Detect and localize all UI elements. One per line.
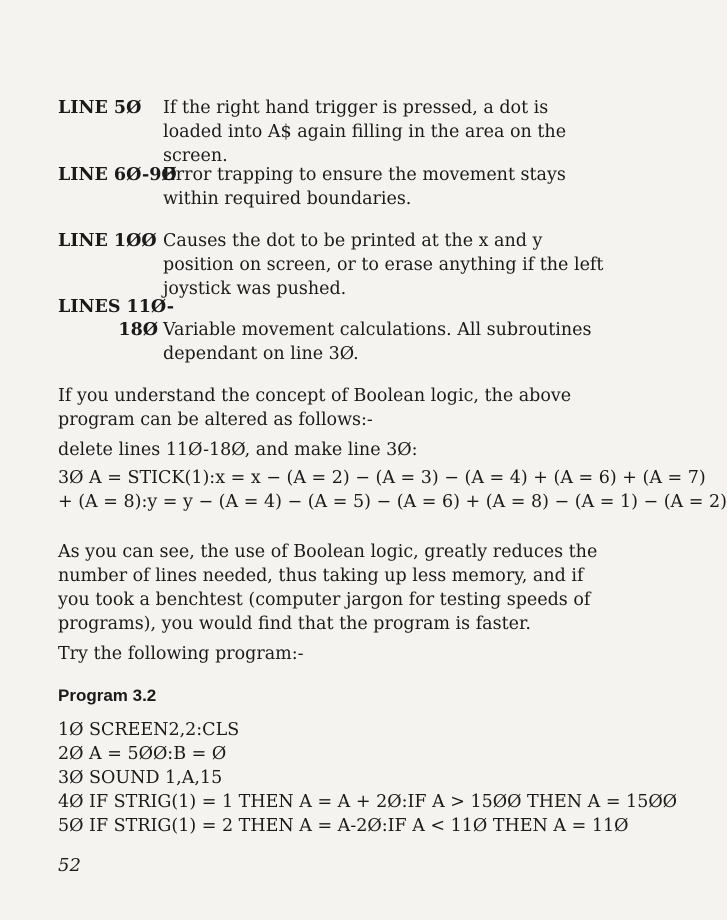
definition-term: LINE 1ØØ [58,231,157,251]
program-heading: Program 3.2 [58,686,157,705]
definition-desc: Causes the dot to be printed at the x and y position on screen, or to erase anything if the left joystick was pushed. [163,231,604,299]
program-line: 2Ø A = 5ØØ:B = Ø [58,744,227,764]
definition-term: LINES 11Ø- [58,297,175,317]
definition-lines-110-180-desc [58,318,606,366]
definition-desc: Error trapping to ensure the movement stays within required boundaries. [163,165,566,209]
definition-term: LINE 5Ø [58,98,142,118]
program-line: 1Ø SCREEN2,2:CLS [58,720,240,740]
definition-line-100 [58,229,606,301]
definition-line-60-90 [58,163,606,211]
try-program-paragraph: Try the following program:- [58,644,304,664]
boolean-intro-paragraph: If you understand the concept of Boolean logic, the above program can be altered as follows:- [58,386,572,430]
code-line: 3Ø A = STICK(1):x = x − (A = 2) − (A = 3) − (A = 4) + (A = 6) + (A = 7) [58,468,706,488]
definition-term: LINE 6Ø-9Ø [58,165,177,185]
definition-line-50 [58,96,606,168]
code-line: + (A = 8):y = y − (A = 4) − (A = 5) − (A = 6) + (A = 8) − (A = 1) − (A = 2) [58,492,727,512]
program-line: 5Ø IF STRIG(1) = 2 THEN A = A-2Ø:IF A < 11Ø THEN A = 11Ø [58,816,629,836]
program-line: 3Ø SOUND 1,A,15 [58,768,223,788]
conclusion-paragraph: As you can see, the use of Boolean logic, greatly reduces the number of lines needed, thus taking up less memory, and if you took a benchtest (computer jargon for testing speeds of programs), you would find that the program is faster. [58,542,598,634]
page-number: 52 [58,855,81,876]
definition-term-continued: 18Ø [118,320,158,340]
delete-lines-paragraph: delete lines 11Ø-18Ø, and make line 3Ø: [58,440,418,460]
definition-desc: Variable movement calculations. All subroutines dependant on line 3Ø. [163,320,592,364]
definition-desc: If the right hand trigger is pressed, a dot is loaded into A$ again filling in the area on the screen. [163,98,567,166]
program-line: 4Ø IF STRIG(1) = 1 THEN A = A + 2Ø:IF A > 15ØØ THEN A = 15ØØ [58,792,678,812]
